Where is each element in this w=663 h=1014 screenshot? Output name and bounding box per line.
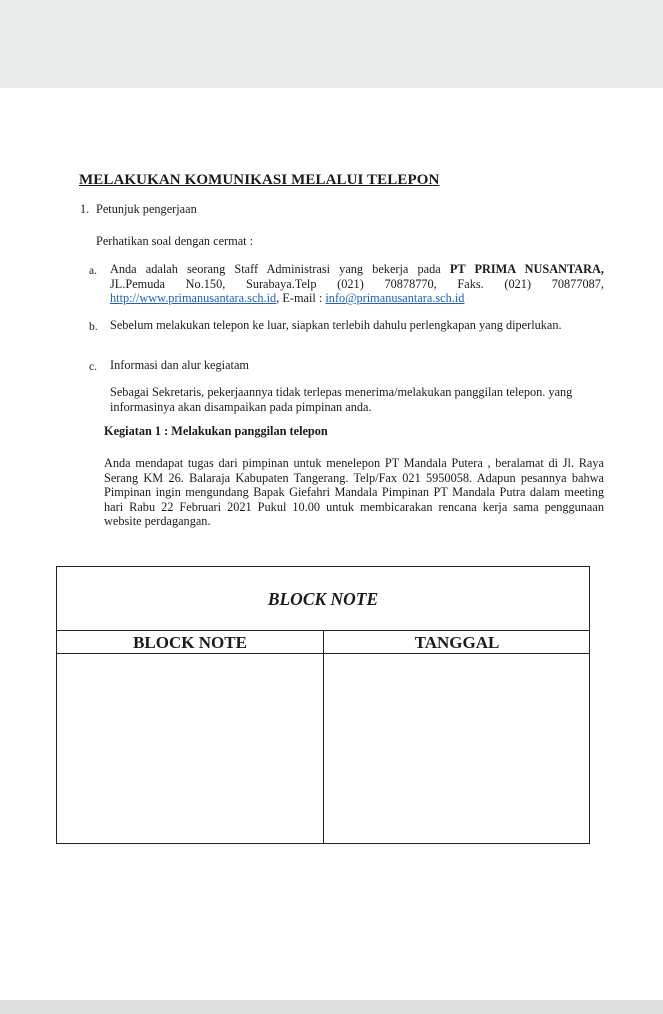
item-a-line1 [110,262,604,277]
item-a-text [110,262,604,306]
section-1-heading: Petunjuk pengerjaan [96,202,197,216]
activity-paragraph: Anda mendapat tugas dari pimpinan untuk menelepon PT Mandala Putera , beralamat di Jl. Raya Serang KM 26. Balaraja Kabupaten Tangerang. Telp/Fax 021 5950058. Adapun pesannya bahwa Pimpinan ingin mengundang Bapak Giefahri Mandala Pimpinan PT Mandala Putra dalam meeting hari Rabu 22 Februari 2021 Pukul 10.00 untuk membicarakan rencana kerja sama penggunaan website perdagangan. [104,456,604,528]
table-caption: BLOCK NOTE [267,589,379,609]
item-a-contact [110,291,604,306]
bottom-edge [0,1000,663,1014]
column-header-block-note: BLOCK NOTE [133,633,247,652]
item-c-heading: Informasi dan alur kegiatam [110,358,249,372]
item-a-address: JL.Pemuda No.150, Surabaya.Telp (021) 70878770, Faks. (021) 70877087, [110,276,604,291]
item-b-marker: b. [89,321,98,333]
tanggal-cell[interactable] [325,655,589,843]
item-a-line1-text: Anda adalah seorang Staff Administrasi yang bekerja pada [110,262,441,276]
item-a-company: PT PRIMA NUSANTARA, [449,262,604,276]
item-a-marker: a. [89,265,97,277]
email-label: , E-mail : [276,291,323,305]
document-title: MELAKUKAN KOMUNIKASI MELALUI TELEPON [79,172,440,188]
section-1-intro: Perhatikan soal dengan cermat : [96,234,254,248]
item-b-text: Sebelum melakukan telepon ke luar, siapkan terlebih dahulu perlengkapan yang diperlukan. [110,318,562,332]
item-c-paragraph: Sebagai Sekretaris, pekerjaannya tidak terlepas menerima/melakukan panggilan telepon. yang informasinya akan disampaikan pada pimpinan anda. [110,385,573,414]
document-page [0,88,663,1000]
activity-heading: Kegiatan 1 : Melakukan panggilan telepon [104,424,328,438]
table-column-divider [323,631,324,843]
section-1-marker: 1. [80,202,90,216]
block-note-table [56,566,590,844]
block-note-cell[interactable] [57,655,322,843]
column-header-tanggal: TANGGAL [414,633,500,652]
item-c-marker: c. [89,361,97,373]
email-link[interactable]: info@primanusantara.sch.id [325,291,465,305]
website-link[interactable]: http://www.primanusantara.sch.id [110,291,277,305]
